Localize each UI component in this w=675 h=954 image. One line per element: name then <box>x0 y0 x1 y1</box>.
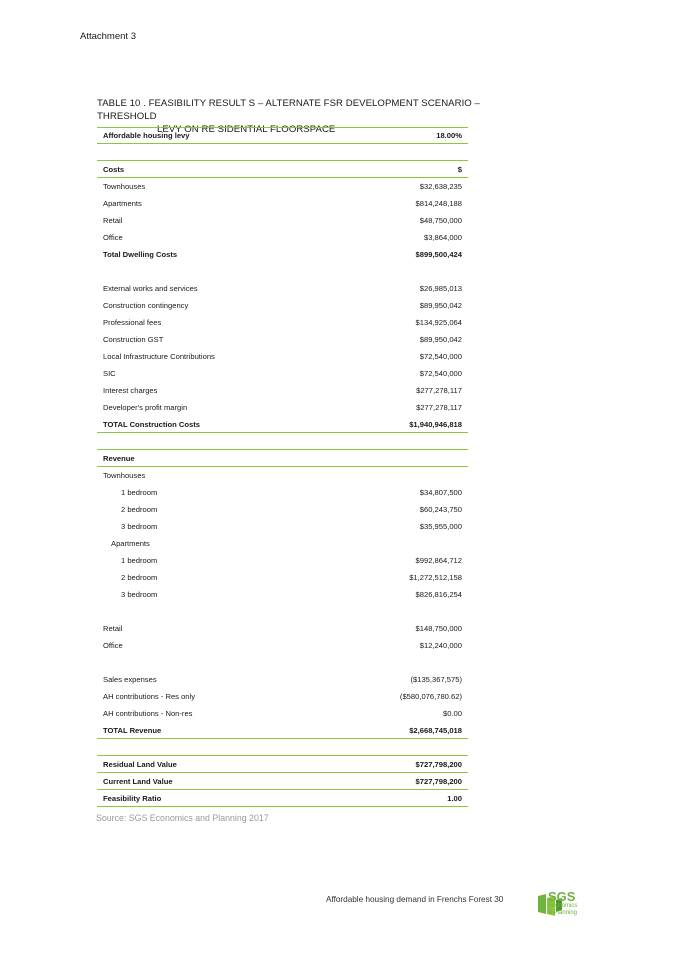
table-row <box>97 586 468 603</box>
current-land-value-label: Current Land Value <box>103 776 173 786</box>
row-value: $32,638,235 <box>419 182 462 191</box>
table-row <box>97 314 468 331</box>
row-label: Retail <box>103 624 123 633</box>
row-value: ($580,076,780.62) <box>399 692 462 701</box>
revenue-header-label: Revenue <box>103 453 135 463</box>
row-value: $35,955,000 <box>419 522 462 531</box>
caption-line-1: TABLE 10 . FEASIBILITY RESULT S – ALTERNATE FSR DEVELOPMENT SCENARIO – THRESHOLD <box>97 98 480 122</box>
table-row <box>97 569 468 586</box>
current-land-value-row <box>97 773 468 790</box>
row-value: $3,864,000 <box>423 233 462 242</box>
levy-row <box>97 127 468 144</box>
row-label: AH contributions - Res only <box>103 692 196 701</box>
spacer <box>97 603 468 620</box>
row-value: $12,240,000 <box>419 641 462 650</box>
table-row <box>97 501 468 518</box>
table-row <box>97 688 468 705</box>
row-value: $277,278,117 <box>416 403 462 412</box>
residual-land-value-value: $727,798,200 <box>415 759 462 769</box>
row-label: Local Infrastructure Contributions <box>103 352 215 361</box>
table-row <box>97 620 468 637</box>
levy-value: 18.00% <box>436 131 462 140</box>
residual-land-value-label: Residual Land Value <box>103 759 177 769</box>
row-label: 1 bedroom <box>121 488 158 497</box>
apartments-group-row <box>97 535 468 552</box>
row-value: $26,985,013 <box>419 284 462 293</box>
row-label: Developer's profit margin <box>103 403 188 412</box>
costs-header-label: Costs <box>103 164 125 174</box>
row-label: Retail <box>103 216 123 225</box>
row-value: $72,540,000 <box>419 369 462 378</box>
table-row <box>97 484 468 501</box>
row-value: $60,243,750 <box>419 505 462 514</box>
costs-header-row <box>97 161 468 178</box>
total-revenue-value: $2,668,745,018 <box>409 725 462 735</box>
townhouses-group-row <box>97 467 468 484</box>
townhouses-group-label: Townhouses <box>103 471 146 480</box>
row-label: Office <box>103 233 123 242</box>
caption-line-2: LEVY ON RE SIDENTIAL FLOORSPACE <box>157 124 336 135</box>
table-row <box>97 229 468 246</box>
current-land-value-value: $727,798,200 <box>415 776 462 786</box>
table-row <box>97 195 468 212</box>
footer-text: Affordable housing demand in Frenchs Forest 30 <box>326 895 504 904</box>
table-row <box>97 705 468 722</box>
table-row <box>97 365 468 382</box>
row-label: 3 bedroom <box>121 522 158 531</box>
row-label: Office <box>103 641 123 650</box>
revenue-header-row <box>97 450 468 467</box>
total-dwelling-value: $899,500,424 <box>415 250 462 259</box>
table-row <box>97 212 468 229</box>
row-value: $0.00 <box>442 709 462 718</box>
table-row <box>97 382 468 399</box>
total-revenue-row <box>97 722 468 739</box>
feasibility-table <box>97 127 468 807</box>
row-value: $89,950,042 <box>419 335 462 344</box>
logo-sub-1: Economics <box>548 903 578 909</box>
row-label: Construction GST <box>103 335 164 344</box>
spacer <box>97 433 468 450</box>
row-value: $134,925,064 <box>415 318 462 327</box>
table-row <box>97 637 468 654</box>
row-value: $48,750,000 <box>419 216 462 225</box>
table-row <box>97 399 468 416</box>
row-label: 2 bedroom <box>121 573 158 582</box>
spacer <box>97 263 468 280</box>
source-note: Source: SGS Economics and Planning 2017 <box>96 813 269 823</box>
table-row <box>97 348 468 365</box>
row-label: Professional fees <box>103 318 162 327</box>
row-label: Sales expenses <box>103 675 157 684</box>
table-row <box>97 518 468 535</box>
total-construction-value: $1,940,946,818 <box>409 419 462 429</box>
row-label: AH contributions - Non-res <box>103 709 193 718</box>
feasibility-ratio-label: Feasibility Ratio <box>103 793 162 803</box>
row-label: 1 bedroom <box>121 556 158 565</box>
row-value: $992,864,712 <box>415 556 462 565</box>
spacer <box>97 144 468 161</box>
table-row <box>97 280 468 297</box>
row-value: $34,807,500 <box>419 488 462 497</box>
row-label: 2 bedroom <box>121 505 158 514</box>
attachment-label: Attachment 3 <box>80 31 136 42</box>
table-row <box>97 178 468 195</box>
row-value: ($135,367,575) <box>410 675 462 684</box>
table-row <box>97 671 468 688</box>
row-label: Townhouses <box>103 182 146 191</box>
row-value: $277,278,117 <box>416 386 462 395</box>
logo-sub-2: & Planning <box>548 910 578 916</box>
feasibility-ratio-row <box>97 790 468 807</box>
row-label: 3 bedroom <box>121 590 158 599</box>
spacer <box>97 739 468 756</box>
logo-text <box>548 890 577 917</box>
row-value: $814,248,188 <box>415 199 462 208</box>
levy-label: Affordable housing levy <box>103 131 190 140</box>
row-value: $1,272,512,158 <box>409 573 462 582</box>
total-dwelling-label: Total Dwelling Costs <box>103 250 178 259</box>
row-label: SIC <box>103 369 116 378</box>
row-label: Interest charges <box>103 386 158 395</box>
total-dwelling-row <box>97 246 468 263</box>
row-value: $826,816,254 <box>415 590 462 599</box>
row-value: $72,540,000 <box>419 352 462 361</box>
row-label: External works and services <box>103 284 198 293</box>
total-construction-label: TOTAL Construction Costs <box>103 419 201 429</box>
row-label: Apartments <box>103 199 142 208</box>
row-label: Construction contingency <box>103 301 189 310</box>
table-row <box>97 297 468 314</box>
row-value: $148,750,000 <box>415 624 462 633</box>
total-construction-row <box>97 416 468 433</box>
costs-header-unit: $ <box>457 164 462 174</box>
row-value: $89,950,042 <box>419 301 462 310</box>
table-row <box>97 552 468 569</box>
apartments-group-label: Apartments <box>111 539 150 548</box>
spacer <box>97 654 468 671</box>
table-row <box>97 331 468 348</box>
feasibility-ratio-value: 1.00 <box>447 793 462 803</box>
total-revenue-label: TOTAL Revenue <box>103 725 162 735</box>
residual-land-value-row <box>97 756 468 773</box>
logo-name: SGS <box>548 889 576 904</box>
